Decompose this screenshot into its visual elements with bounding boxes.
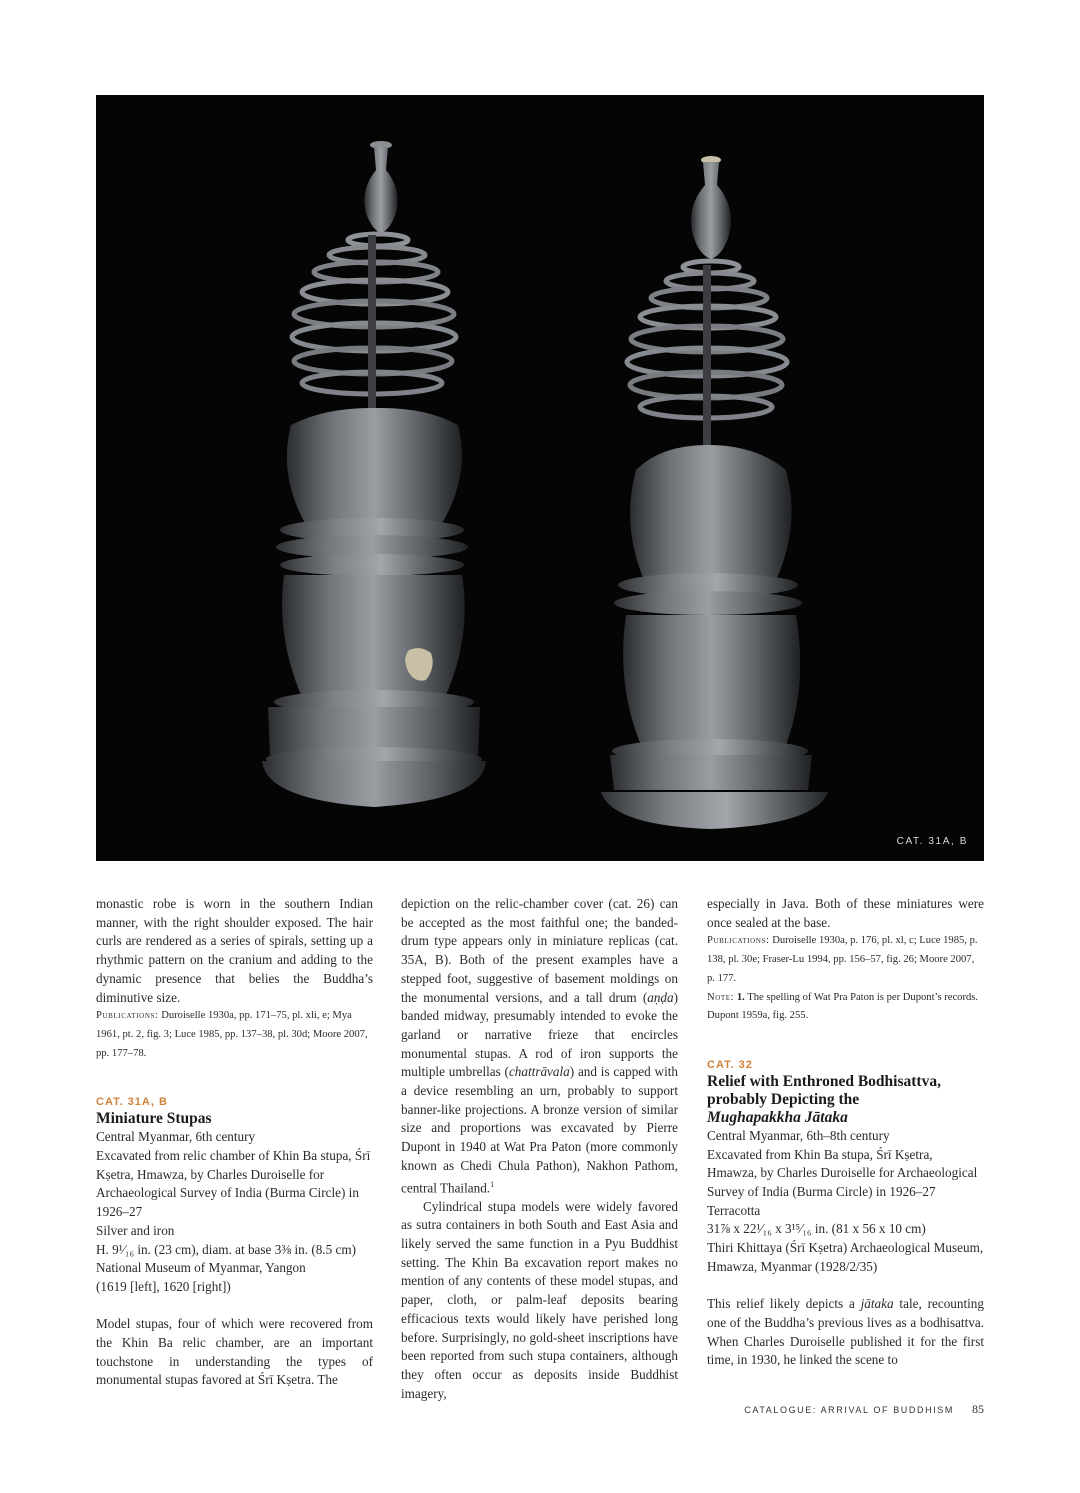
miniature-stupas-illustration: [96, 95, 984, 861]
publications-text: Duroiselle 1930a, p. 176, pl. xl, c; Luce 1985, p. 138, pl. 30e; Fraser-Lu 1994, pp. 156–57, fig. 26; Moore 2007, p. 177.: [707, 935, 978, 984]
publications-note: [96, 1007, 373, 1063]
meta-line: Central Myanmar, 6th century: [96, 1129, 256, 1145]
meta-line: 31⅞ x 22¹⁄₁₆ x 3¹⁵⁄₁₆ in. (81 x 56 x 10 cm): [707, 1221, 926, 1237]
meta-line: Terracotta: [707, 1202, 761, 1218]
meta-line: (1619 [left], 1620 [right]): [96, 1278, 231, 1294]
object-metadata: [707, 1127, 984, 1277]
meta-line: Thiri Khittaya (Śrī Kṣetra) Archaeological Museum, Hmawza, Myanmar (1928/2/35): [707, 1240, 984, 1274]
catalogue-label: CAT. 32: [707, 1058, 753, 1071]
right-stupa: [601, 156, 828, 829]
paragraph-body: This relief likely depicts a jātaka tale, recounting one of the Buddha’s previous lives as a bodhisattva. When Charles Duroiselle published it for the first time, in 1930, he linked the scene to: [707, 1296, 984, 1368]
italic-term: jātaka: [860, 1296, 894, 1312]
footnote: [707, 989, 984, 1026]
footnote-ref: 1: [490, 1179, 495, 1189]
note-label: Note:: [707, 991, 735, 1003]
catalogue-title: Miniature Stupas: [96, 1110, 212, 1128]
catalogue-label: CAT. 31A, B: [96, 1096, 168, 1109]
catalogue-title: Relief with Enthroned Bodhisattva, probably Depicting the Mughapakkha Jātaka: [707, 1072, 941, 1126]
page-number: 85: [972, 1402, 984, 1416]
note-number: 1.: [736, 991, 745, 1003]
meta-line: Central Myanmar, 6th–8th century: [707, 1127, 890, 1143]
italic-term: aṇḍa: [647, 989, 674, 1005]
paragraph-cylindrical-models: Cylindrical stupa models were widely favored as sutra containers in both South and East Asia and likely served the same function in a Pyu Buddhist setting. The Khin Ba excavation report makes no mention of any contents of these model stupas, and paper, cloth, or palm-leaf deposits bearing efficacious texts would likely have perished long before. Surprisingly, no gold-sheet inscriptions have been reported from such stupa containers, although they often occur as deposits inside Buddhist imagery,: [401, 1198, 678, 1401]
meta-line: Excavated from relic chamber of Khin Ba stupa, Śrī Kṣetra, Hmawza, by Charles Duroiselle for Archaeological Survey of India (Burma Circle) in 1926–27: [96, 1148, 371, 1220]
paragraph-continuation: especially in Java. Both of these miniatures were once sealed at the base.: [707, 896, 984, 930]
publications-label: Publications:: [96, 1010, 159, 1022]
paragraph-stupa-description: depiction on the relic-chamber cover (cat. 26) can be accepted as the most faithful one; the banded-drum type appears only in miniature replicas (cat. 35A, B). Both of the present examples have a stepped foot, suggestive of basement moldings on the monumental versions, and a tall drum (aṇḍa) banded midway, presumably intended to evoke the garland or narrative frieze that encircles monumental stupas. A rod of iron supports the multiple umbrellas (chattrāvala) and is capped with a device resembling an urn, probably to support banner-like projections. A bronze version of similar size and proportions was excavated by Pierre Dupont in 1940 at Wat Pra Paton (more commonly known as Chedi Chula Pathon), Nakhon Pathom, central Thailand.$^1$: [401, 896, 678, 1195]
publications-note: [707, 932, 984, 988]
meta-line: National Museum of Myanmar, Yangon: [96, 1260, 306, 1276]
meta-line: Silver and iron: [96, 1222, 175, 1238]
meta-line: Excavated from Khin Ba stupa, Śrī Kṣetra, Hmawza, by Charles Duroiselle for Archaeological Survey of India (Burma Circle) in 1926–27: [707, 1146, 978, 1200]
text-column-1: [96, 895, 373, 1390]
italic-term: chattrāvala: [508, 1064, 570, 1080]
page-footer: [744, 1402, 984, 1417]
paragraph-body: Model stupas, four of which were recovered from the Khin Ba relic chamber, are an important touchstone in understanding the types of monumental stupas favored at Śrī Kṣetra. The: [96, 1316, 373, 1388]
paragraph-intro: monastic robe is worn in the southern Indian manner, with the right shoulder exposed. The hair curls are rendered as a series of spirals, setting up a rhythmic pattern on the cranium and adding to the dynamic presence that belies the Buddha’s diminutive size.: [96, 896, 373, 1005]
running-head: CATALOGUE: ARRIVAL OF BUDDHISM: [744, 1405, 954, 1415]
publications-text: Duroiselle 1930a, pp. 171–75, pl. xli, e; Mya 1961, pt. 2, fig. 3; Luce 1985, pp. 137–38, pl. 30d; Moore 2007, pp. 177–78.: [96, 1010, 368, 1059]
photo-caption: CAT. 31A, B: [896, 836, 968, 847]
text-column-3: [707, 895, 984, 1370]
catalogue-photo: [96, 95, 984, 861]
meta-line: H. 9¹⁄₁₆ in. (23 cm), diam. at base 3⅜ in. (8.5 cm): [96, 1241, 356, 1257]
text-column-2: [401, 895, 678, 1403]
publications-label: Publications:: [707, 935, 770, 947]
note-text: The spelling of Wat Pra Paton is per Dupont’s records. Dupont 1959a, fig. 255.: [707, 991, 979, 1022]
object-metadata: [96, 1128, 373, 1296]
left-stupa: [262, 141, 486, 807]
